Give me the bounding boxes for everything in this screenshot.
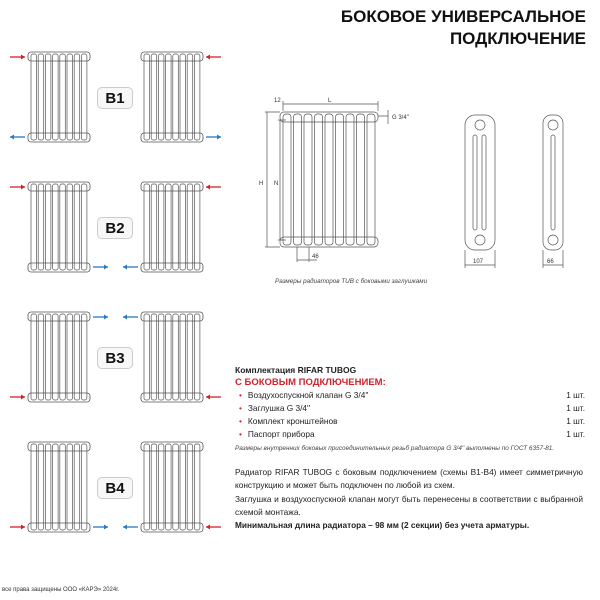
return-arrow-head — [217, 135, 221, 140]
supply-arrow-head — [21, 395, 25, 400]
return-arrow-head — [123, 265, 127, 270]
kit-item: • Заглушка G 3/4'' 1 шт. — [235, 402, 585, 415]
dim-107: 107 — [473, 259, 484, 265]
supply-arrow-head — [21, 185, 25, 190]
dim-12: 12 — [274, 98, 281, 104]
supply-arrow-head — [21, 55, 25, 60]
return-arrow-head — [123, 315, 127, 320]
supply-arrow-head — [206, 185, 210, 190]
dim-H: H — [259, 181, 264, 187]
kit-item: • Комплект кронштейнов 1 шт. — [235, 415, 585, 428]
page-title: БОКОВОЕ УНИВЕРСАЛЬНОЕ ПОДКЛЮЧЕНИЕ — [340, 7, 586, 48]
scheme-label: B1 — [97, 87, 133, 109]
scheme-label: B4 — [97, 477, 133, 499]
dimension-drawing — [250, 90, 590, 280]
return-arrow-head — [104, 315, 108, 320]
kit-note: Размеры внутренних боковых присоединительных резьб радиатора G 3/4'' выполнены по ГОСТ 6357-81. — [235, 445, 555, 452]
kit-item: • Воздухоспускной клапан G 3/4'' 1 шт. — [235, 389, 585, 402]
return-arrow-head — [10, 135, 14, 140]
supply-arrow-head — [206, 395, 210, 400]
drawing-caption: Размеры радиаторов TUB с боковыми заглушками — [275, 278, 428, 285]
description: Радиатор RIFAR TUBOG с боковым подключением (схемы В1-В4) имеет симметричную конструкцию и может быть подключен по любой из схем. Заглушка и воздухоспускной клапан могут быть перенесены в соответствии с выбранной схемой монтажа. Минимальная длина радиатора – 98 мм (2 секции) без учета арматуры. — [235, 467, 583, 531]
return-arrow-head — [104, 525, 108, 530]
footer-copyright: все права защищены ООО «КАРЭ» 2024г. — [2, 587, 120, 593]
dim-46: 46 — [312, 254, 319, 260]
supply-arrow-head — [206, 55, 210, 60]
kit-item: • Паспорт прибора 1 шт. — [235, 428, 585, 441]
dim-thread: G 3/4'' — [392, 115, 409, 121]
scheme-label: B3 — [97, 347, 133, 369]
return-arrow-head — [123, 525, 127, 530]
dim-N: N — [274, 181, 279, 187]
return-arrow-head — [104, 265, 108, 270]
supply-arrow-head — [21, 525, 25, 530]
supply-arrow-head — [206, 525, 210, 530]
scheme-label: B2 — [97, 217, 133, 239]
dim-66: 66 — [547, 259, 554, 265]
kit-section: Комплектация RIFAR TUBOG С БОКОВЫМ ПОДКЛЮЧЕНИЕМ: • Воздухоспускной клапан G 3/4'' 1 шт. • Заглушка G 3/4'' 1 шт. • Комплект кронштейнов 1 шт. • Паспорт прибора 1 шт. Размеры внутренних боковых присоединительных резьб радиатора G 3/4'' выполнены по ГОСТ 6357-81. — [235, 364, 585, 452]
dim-L: L — [328, 98, 332, 104]
